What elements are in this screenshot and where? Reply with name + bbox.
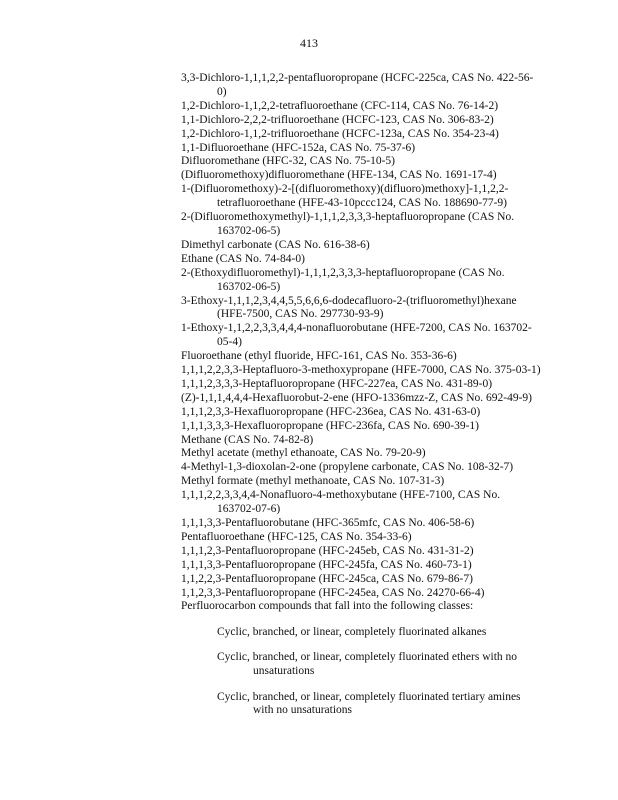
list-item: 1,1,1,3,3-Pentafluorobutane (HFC-365mfc, CAS No. 406-58-6) — [181, 517, 475, 529]
list-item: 4-Methyl-1,3-dioxolan-2-one (propylene carbonate, CAS No. 108-32-7) — [181, 461, 514, 474]
page-number: 413 — [300, 36, 318, 50]
list-item: 1,1,1,2,2,3,3-Heptafluoro-3-methoxypropane (HFE-7000, CAS No. 375-03-1) — [181, 364, 541, 377]
perfluorocarbon-class-item: Cyclic, branched, or linear, completely fluorinated tertiary amines with no unsaturations — [217, 690, 521, 717]
perfluorocarbon-class-item: Cyclic, branched, or linear, completely fluorinated alkanes — [217, 625, 487, 638]
list-item: Fluoroethane (ethyl fluoride, HFC-161, CAS No. 353-36-6) — [181, 350, 457, 363]
list-item: Ethane (CAS No. 74-84-0) — [181, 252, 305, 265]
list-item: 1-(Difluoromethoxy)-2-[(difluoromethoxy)(difluoro)methoxy]-1,1,2,2-tetrafluoroethane (HFE-43-10pccc124, CAS No. 188690-77-9) — [181, 183, 509, 210]
list-item: 1,1,2,2,3-Pentafluoropropane (HFC-245ca, CAS No. 679-86-7) — [181, 572, 473, 585]
list-item: 1,1,1,3,3,3-Hexafluoropropane (HFC-236fa, CAS No. 690-39-1) — [181, 419, 479, 432]
list-item: 1,1,1,2,2,3,3,4,4-Nonafluoro-4-methoxybutane (HFE-7100, CAS No. 163702-07-6) — [181, 489, 501, 516]
list-item: 1-Ethoxy-1,1,2,2,3,3,4,4,4-nonafluorobutane (HFE-7200, CAS No. 163702-05-4) — [181, 322, 532, 349]
list-item: Pentafluoroethane (HFC-125, CAS No. 354-33-6) — [181, 530, 412, 543]
list-item: Methyl formate (methyl methanoate, CAS No. 107-31-3) — [181, 475, 445, 488]
list-item: Methyl acetate (methyl ethanoate, CAS No. 79-20-9) — [181, 447, 426, 460]
list-item: Dimethyl carbonate (CAS No. 616-38-6) — [181, 238, 370, 251]
perfluorocarbon-class-item: Cyclic, branched, or linear, completely fluorinated ethers with no unsaturations — [217, 651, 518, 678]
list-item: 1,1,2,3,3-Pentafluoropropane (HFC-245ea, CAS No. 24270-66-4) — [181, 586, 485, 599]
list-item: 1,2-Dichloro-1,1,2,2-tetrafluoroethane (CFC-114, CAS No. 76-14-2) — [181, 99, 499, 112]
list-item: 1,1,1,2,3-Pentafluoropropane (HFC-245eb, CAS No. 431-31-2) — [181, 544, 474, 557]
list-item: (Z)-1,1,1,4,4,4-Hexafluorobut-2-ene (HFO-1336mzz-Z, CAS No. 692-49-9) — [181, 391, 532, 404]
list-item: (Difluoromethoxy)difluoromethane (HFE-134, CAS No. 1691-17-4) — [181, 169, 497, 182]
list-item: 1,1,1,3,3-Pentafluoropropane (HFC-245fa, CAS No. 460-73-1) — [181, 558, 472, 571]
list-item: Methane (CAS No. 74-82-8) — [181, 433, 314, 446]
perfluorocarbon-intro: Perfluorocarbon compounds that fall into the following classes: — [181, 600, 474, 613]
list-item: 1,1,1,2,3,3,3-Heptafluoropropane (HFC-227ea, CAS No. 431-89-0) — [181, 377, 493, 390]
list-item: Difluoromethane (HFC-32, CAS No. 75-10-5) — [181, 155, 396, 168]
list-item: 3,3-Dichloro-1,1,1,2,2-pentafluoropropane (HCFC-225ca, CAS No. 422-56-0) — [181, 72, 534, 98]
list-item: 1,1-Dichloro-2,2,2-trifluoroethane (HCFC-123, CAS No. 306-83-2) — [181, 113, 494, 126]
list-item: 1,1,1,2,3,3-Hexafluoropropane (HFC-236ea, CAS No. 431-63-0) — [181, 405, 481, 418]
list-item: 3-Ethoxy-1,1,1,2,3,4,4,5,5,6,6,6-dodecafluoro-2-(trifluoromethyl)hexane (HFE-7500, CAS No. 297730-93-9) — [181, 294, 517, 321]
list-item: 1,1-Difluoroethane (HFC-152a, CAS No. 75-37-6) — [181, 141, 416, 154]
list-item: 2-(Difluoromethoxymethyl)-1,1,1,2,3,3,3-heptafluoropropane (CAS No. 163702-06-5) — [181, 211, 515, 237]
list-item: 1,2-Dichloro-1,1,2-trifluoroethane (HCFC-123a, CAS No. 354-23-4) — [181, 127, 499, 140]
compound-list — [181, 72, 541, 730]
list-item: 2-(Ethoxydifluoromethyl)-1,1,1,2,3,3,3-heptafluoropropane (CAS No. 163702-06-5) — [181, 266, 505, 293]
